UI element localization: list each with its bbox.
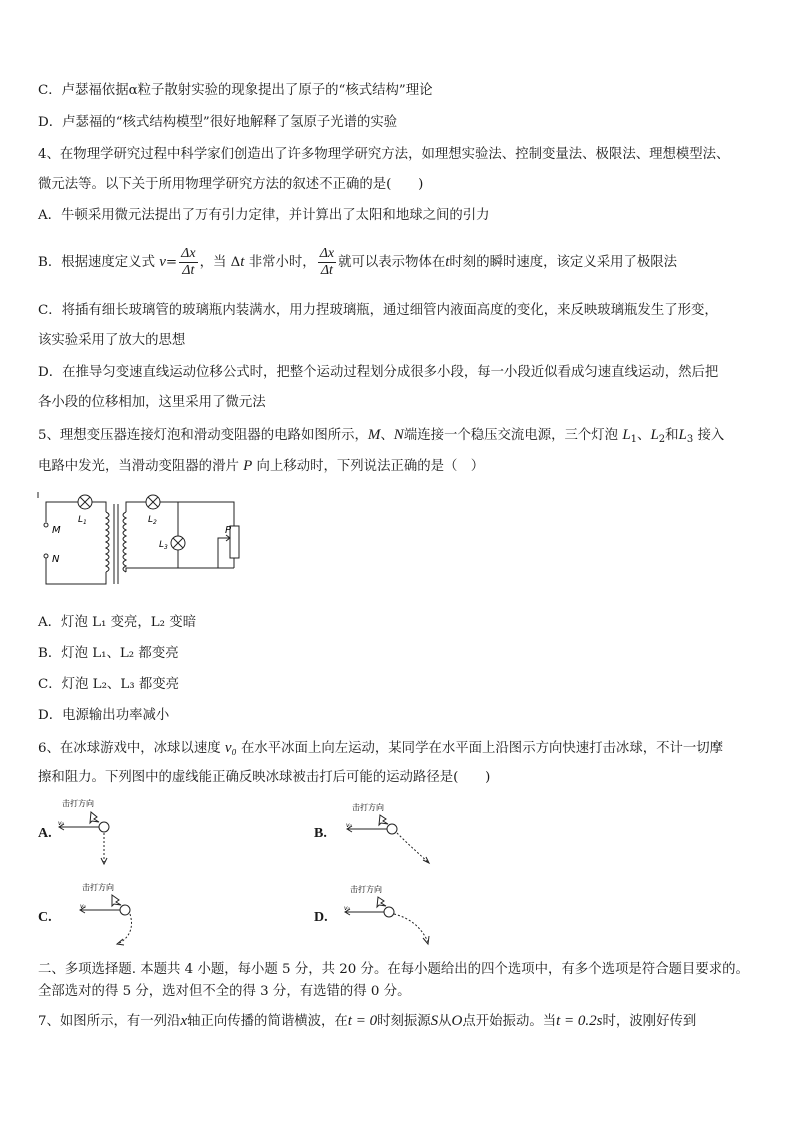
x-axis-symbol: x xyxy=(180,1013,188,1029)
t0-expression: t = 0 xyxy=(347,1013,378,1029)
hit-direction-label-c: 击打方向 xyxy=(82,883,114,892)
q6-stem-line2: 擦和阻力。下列图中的虚线能正确反映冰球被击打后可能的运动路径是( ) xyxy=(38,770,491,785)
q6-option-c-label: C. xyxy=(38,910,52,925)
terminal-m-symbol: M xyxy=(367,427,381,443)
q5-stem-line1: 5、理想变压器连接灯泡和滑动变阻器的电路如图所示，M、N端连接一个稳压交流电源，三个灯泡 $L_1$、$L_2$和$L_3$ 接入 xyxy=(38,427,725,445)
q5-option-a: A．灯泡 L₁ 变亮，L₂ 变暗 xyxy=(38,615,197,630)
label-l1: $L_1$ xyxy=(78,515,87,526)
v0-symbol: v₀ xyxy=(224,740,237,756)
q4-stem-line2: 微元法等。以下关于所用物理学研究方法的叙述不正确的是( ) xyxy=(38,177,424,192)
q6-stem1-pre: 6、在冰球游戏中，冰球以速度 xyxy=(38,741,225,756)
label-l2: $L_2$ xyxy=(148,515,157,526)
q4-option-a: A．牛顿采用微元法提出了万有引力定律，并计算出了太阳和地球之间的引力 xyxy=(38,208,490,223)
q3-option-c: C．卢瑟福依据α粒子散射实验的现象提出了原子的“核式结构”理论 xyxy=(38,83,433,98)
q4-option-d-line2: 各小段的位移相加，这里采用了微元法 xyxy=(38,395,266,410)
q7-mid3: 从 xyxy=(438,1014,452,1029)
q5-stem-pre: 5、理想变压器连接灯泡和滑动变阻器的电路如图所示， xyxy=(38,428,368,443)
q4-option-b-prefix: B．根据速度定义式 xyxy=(38,255,160,270)
fraction-numerator-2: Δx xyxy=(319,246,335,261)
q5-stem2-pre: 电路中发光，当滑动变阻器的滑片 xyxy=(38,459,244,474)
q6-diagram-c xyxy=(74,878,154,950)
lamp-l3-symbol: L xyxy=(678,427,687,443)
q6-option-d-label: D. xyxy=(314,910,328,925)
fraction-numerator: Δx xyxy=(181,246,196,261)
section-2-header-line1: 二、多项选择题. 本题共 4 小题，每小题 5 分，共 20 分。在每小题给出的四个选项中，有多个选项是符合题目要求的。 xyxy=(38,962,749,977)
q4-option-c-line1: C．将插有细长玻璃管的玻璃瓶内装满水，用力捏玻璃瓶，通过细管内液面高度的变化，来反映玻璃瓶发生了形变， xyxy=(38,303,718,318)
q4-option-b xyxy=(38,244,677,281)
q6-stem1-post: 在水平冰面上向左运动，某同学在水平面上沿图示方向快速打击冰球，不计一切摩 xyxy=(236,741,724,756)
t-expression: t = 0.2s xyxy=(556,1013,603,1029)
q4-option-b-mid2: 非常小时， xyxy=(244,255,316,270)
q4-option-d-line1: D．在推导匀变速直线运动位移公式时，把整个运动过程划分成很多小段，每一小段近似看成匀速直线运动，然后把 xyxy=(38,365,719,380)
fraction-denominator: Δt xyxy=(182,263,195,278)
velocity-symbol: v xyxy=(159,254,166,270)
v0-label-d: v₀ xyxy=(344,905,350,912)
velocity-fraction xyxy=(179,246,197,279)
q5-stem-mid: 端连接一个稳压交流电源，三个灯泡 xyxy=(403,428,623,443)
q6-option-b-label: B. xyxy=(314,826,327,841)
transformer-circuit-diagram xyxy=(34,488,248,594)
q7-mid1: 轴正向传播的简谐横波，在 xyxy=(187,1014,348,1029)
q5-stem-line2 xyxy=(38,457,484,476)
q6-stem-line1 xyxy=(38,739,723,758)
t-symbol-2: t xyxy=(445,254,450,270)
q6-diagram-b xyxy=(340,796,434,870)
q6-diagram-d xyxy=(340,878,436,950)
q4-option-b-post: 时刻的瞬时速度，该定义采用了极限法 xyxy=(449,255,678,270)
hit-direction-label-a: 击打方向 xyxy=(62,799,94,808)
q4-option-c-line2: 该实验采用了放大的思想 xyxy=(38,333,186,348)
q5-option-c: C．灯泡 L₂、L₃ 都变亮 xyxy=(38,677,180,692)
q7-stem xyxy=(38,1012,696,1031)
q4-stem-line1: 4、在物理学研究过程中科学家们创造出了许多物理学研究方法，如理想实验法、控制变量法、极限法、理想模型法、 xyxy=(38,147,730,162)
label-p: P xyxy=(225,525,232,536)
v0-label-a: v₀ xyxy=(58,820,64,827)
q3-option-d: D．卢瑟福的“核式结构模型”很好地解释了氢原子光谱的实验 xyxy=(38,115,398,130)
lamp-l1-sub: 1 xyxy=(630,434,638,445)
fraction-denominator-2: Δt xyxy=(320,263,333,278)
label-l3: $L_3$ xyxy=(159,540,168,551)
velocity-fraction-2 xyxy=(318,246,336,279)
section-2-header-line2: 全部选对的得 5 分，选对但不全的得 3 分，有选错的得 0 分。 xyxy=(38,984,411,999)
q7-post: 时，波刚好传到 xyxy=(602,1014,697,1029)
q4-option-b-mid3: 就可以表示物体在 xyxy=(338,255,446,270)
lamp-l2-symbol: L xyxy=(650,427,659,443)
q6-diagram-a xyxy=(56,796,126,870)
q5-sep: 、 xyxy=(380,428,394,443)
v0-label-b: v₀ xyxy=(346,822,352,829)
lamp-l1-symbol: L xyxy=(622,427,631,443)
q6-option-a-label: A. xyxy=(38,826,52,841)
hit-direction-label-d: 击打方向 xyxy=(350,885,382,894)
hit-direction-label-b: 击打方向 xyxy=(352,803,384,812)
q7-mid4: 点开始振动。当 xyxy=(462,1014,557,1029)
equals-sign: = xyxy=(165,255,178,270)
source-s-symbol: S xyxy=(430,1013,439,1029)
slider-p-symbol: P xyxy=(243,458,253,474)
q5-option-d: D．电源输出功率减小 xyxy=(38,708,170,723)
t-symbol: t xyxy=(240,254,245,270)
label-m: M xyxy=(52,525,61,536)
q5-stem-post: 接入 xyxy=(693,428,725,443)
q5-option-b: B．灯泡 L₁、L₂ 都变亮 xyxy=(38,646,179,661)
label-n: N xyxy=(52,554,60,565)
lamp-l2-sub: 2 xyxy=(658,434,666,445)
q5-stem2-post: 向上移动时，下列说法正确的是（ ） xyxy=(252,459,485,474)
q7-pre: 7、如图所示，有一列沿 xyxy=(38,1014,181,1029)
point-o-symbol: O xyxy=(451,1013,463,1029)
v0-label-c: v₀ xyxy=(80,903,86,910)
lamp-l3-sub: 3 xyxy=(686,434,694,445)
terminal-n-symbol: N xyxy=(393,427,404,443)
q4-option-b-mid1: ，当 Δ xyxy=(199,255,241,270)
q7-mid2: 时刻振源 xyxy=(377,1014,431,1029)
